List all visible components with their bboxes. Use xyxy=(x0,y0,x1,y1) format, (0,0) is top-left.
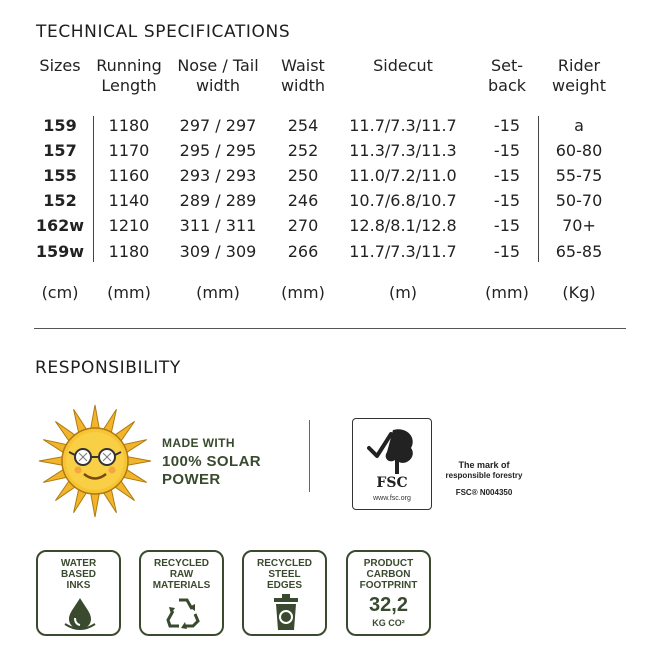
fsc-url: www.fsc.org xyxy=(373,495,411,502)
column-header xyxy=(477,56,537,96)
badge-carbon-footprint xyxy=(346,550,431,636)
table-cell: 152 xyxy=(43,191,77,210)
carbon-unit: KG CO² xyxy=(372,618,405,628)
column-header xyxy=(544,56,614,96)
table-cell: 11.7/7.3/11.7 xyxy=(349,116,457,135)
table-cell: 266 xyxy=(287,242,319,261)
responsibility-title: RESPONSIBILITY xyxy=(35,358,181,378)
table-cell: 10.7/6.8/10.7 xyxy=(349,191,457,210)
badge-recycled-steel-edges xyxy=(242,550,327,636)
table-cell: 1160 xyxy=(108,166,150,185)
fsc-code: FSC® N004350 xyxy=(455,488,513,497)
spec-title: TECHNICAL SPECIFICATIONS xyxy=(36,22,291,42)
column-header xyxy=(338,56,468,76)
table-cell: 311 / 311 xyxy=(179,216,257,235)
table-cell: 289 / 289 xyxy=(179,191,257,210)
table-cell: -15 xyxy=(493,191,521,210)
header-line-2: weight xyxy=(552,76,606,95)
water-drop-icon xyxy=(63,596,97,632)
badge-recycled-raw-materials xyxy=(139,550,224,636)
fsc-logo-text: FSC xyxy=(376,475,408,491)
column-header xyxy=(168,56,268,96)
header-line-1: Running xyxy=(96,56,162,75)
header-line-2: back xyxy=(487,76,527,95)
badge-label: RECYCLED RAW MATERIALS xyxy=(152,558,211,591)
vertical-divider xyxy=(309,420,310,492)
badge-water-based-inks xyxy=(36,550,121,636)
column-separator xyxy=(538,116,539,262)
table-cell: 254 xyxy=(287,116,319,135)
table-cell: 155 xyxy=(43,166,77,185)
header-line-1: Rider xyxy=(557,56,601,75)
unit-label: (mm) xyxy=(107,283,151,302)
unit-label: (cm) xyxy=(41,283,79,302)
table-cell: 11.0/7.2/11.0 xyxy=(349,166,457,185)
fsc-mark-line1: The mark of xyxy=(458,460,510,470)
table-cell: 65-85 xyxy=(555,242,603,261)
table-cell: 159 xyxy=(43,116,77,135)
table-cell: 60-80 xyxy=(555,141,603,160)
table-cell: 250 xyxy=(287,166,319,185)
fsc-logo xyxy=(352,418,432,510)
table-cell: 159w xyxy=(35,242,85,261)
table-cell: a xyxy=(574,116,584,135)
header-line-2: width xyxy=(195,76,241,95)
table-cell: 55-75 xyxy=(555,166,603,185)
table-cell: -15 xyxy=(493,116,521,135)
unit-label: (mm) xyxy=(281,283,325,302)
table-cell: -15 xyxy=(493,216,521,235)
table-cell: 157 xyxy=(43,141,77,160)
column-header xyxy=(268,56,338,96)
table-cell: 293 / 293 xyxy=(179,166,257,185)
table-cell: 11.7/7.3/11.7 xyxy=(349,242,457,261)
recycle-bin-icon xyxy=(271,592,301,632)
sun-mascot-icon xyxy=(36,402,154,520)
table-cell: 295 / 295 xyxy=(179,141,257,160)
unit-label: (mm) xyxy=(196,283,240,302)
header-line-1: Sidecut xyxy=(373,56,433,75)
badge-label: RECYCLED STEEL EDGES xyxy=(256,558,312,591)
fsc-mark-line2: responsible forestry xyxy=(445,471,523,480)
table-cell: 297 / 297 xyxy=(179,116,257,135)
unit-label: (mm) xyxy=(485,283,529,302)
section-divider xyxy=(34,328,626,329)
table-cell: 70+ xyxy=(562,216,596,235)
table-cell: 162w xyxy=(35,216,85,235)
badge-label: PRODUCT CARBON FOOTPRINT xyxy=(359,558,418,591)
table-cell: 270 xyxy=(287,216,319,235)
table-cell: 12.8/8.1/12.8 xyxy=(349,216,457,235)
fsc-tree-icon xyxy=(363,424,419,476)
column-header xyxy=(30,56,90,76)
header-line-1: Waist xyxy=(281,56,325,75)
column-separator xyxy=(93,116,94,262)
table-cell: 309 / 309 xyxy=(179,242,257,261)
table-cell: 11.3/7.3/11.3 xyxy=(349,141,457,160)
table-cell: 50-70 xyxy=(555,191,603,210)
table-cell: 1170 xyxy=(108,141,150,160)
table-cell: 252 xyxy=(287,141,319,160)
table-cell: -15 xyxy=(493,141,521,160)
header-line-1: Nose / Tail xyxy=(177,56,259,75)
table-cell: 1180 xyxy=(108,242,150,261)
unit-label: (m) xyxy=(388,283,418,302)
table-cell: 246 xyxy=(287,191,319,210)
column-header xyxy=(89,56,169,96)
header-line-1: Set- xyxy=(490,56,524,75)
solar-line-3: POWER xyxy=(162,471,221,488)
table-cell: -15 xyxy=(493,166,521,185)
recycle-icon xyxy=(165,596,201,630)
header-line-1: Sizes xyxy=(39,56,81,75)
badge-label: WATER BASED INKS xyxy=(60,558,97,591)
table-cell: 1140 xyxy=(108,191,150,210)
header-line-2: width xyxy=(280,76,326,95)
solar-line-1: MADE WITH xyxy=(162,436,235,450)
table-cell: -15 xyxy=(493,242,521,261)
header-line-2: Length xyxy=(101,76,157,95)
solar-line-2: 100% SOLAR xyxy=(162,453,262,470)
carbon-value: 32,2 xyxy=(369,594,408,616)
table-cell: 1210 xyxy=(108,216,150,235)
table-cell: 1180 xyxy=(108,116,150,135)
unit-label: (Kg) xyxy=(562,283,596,302)
